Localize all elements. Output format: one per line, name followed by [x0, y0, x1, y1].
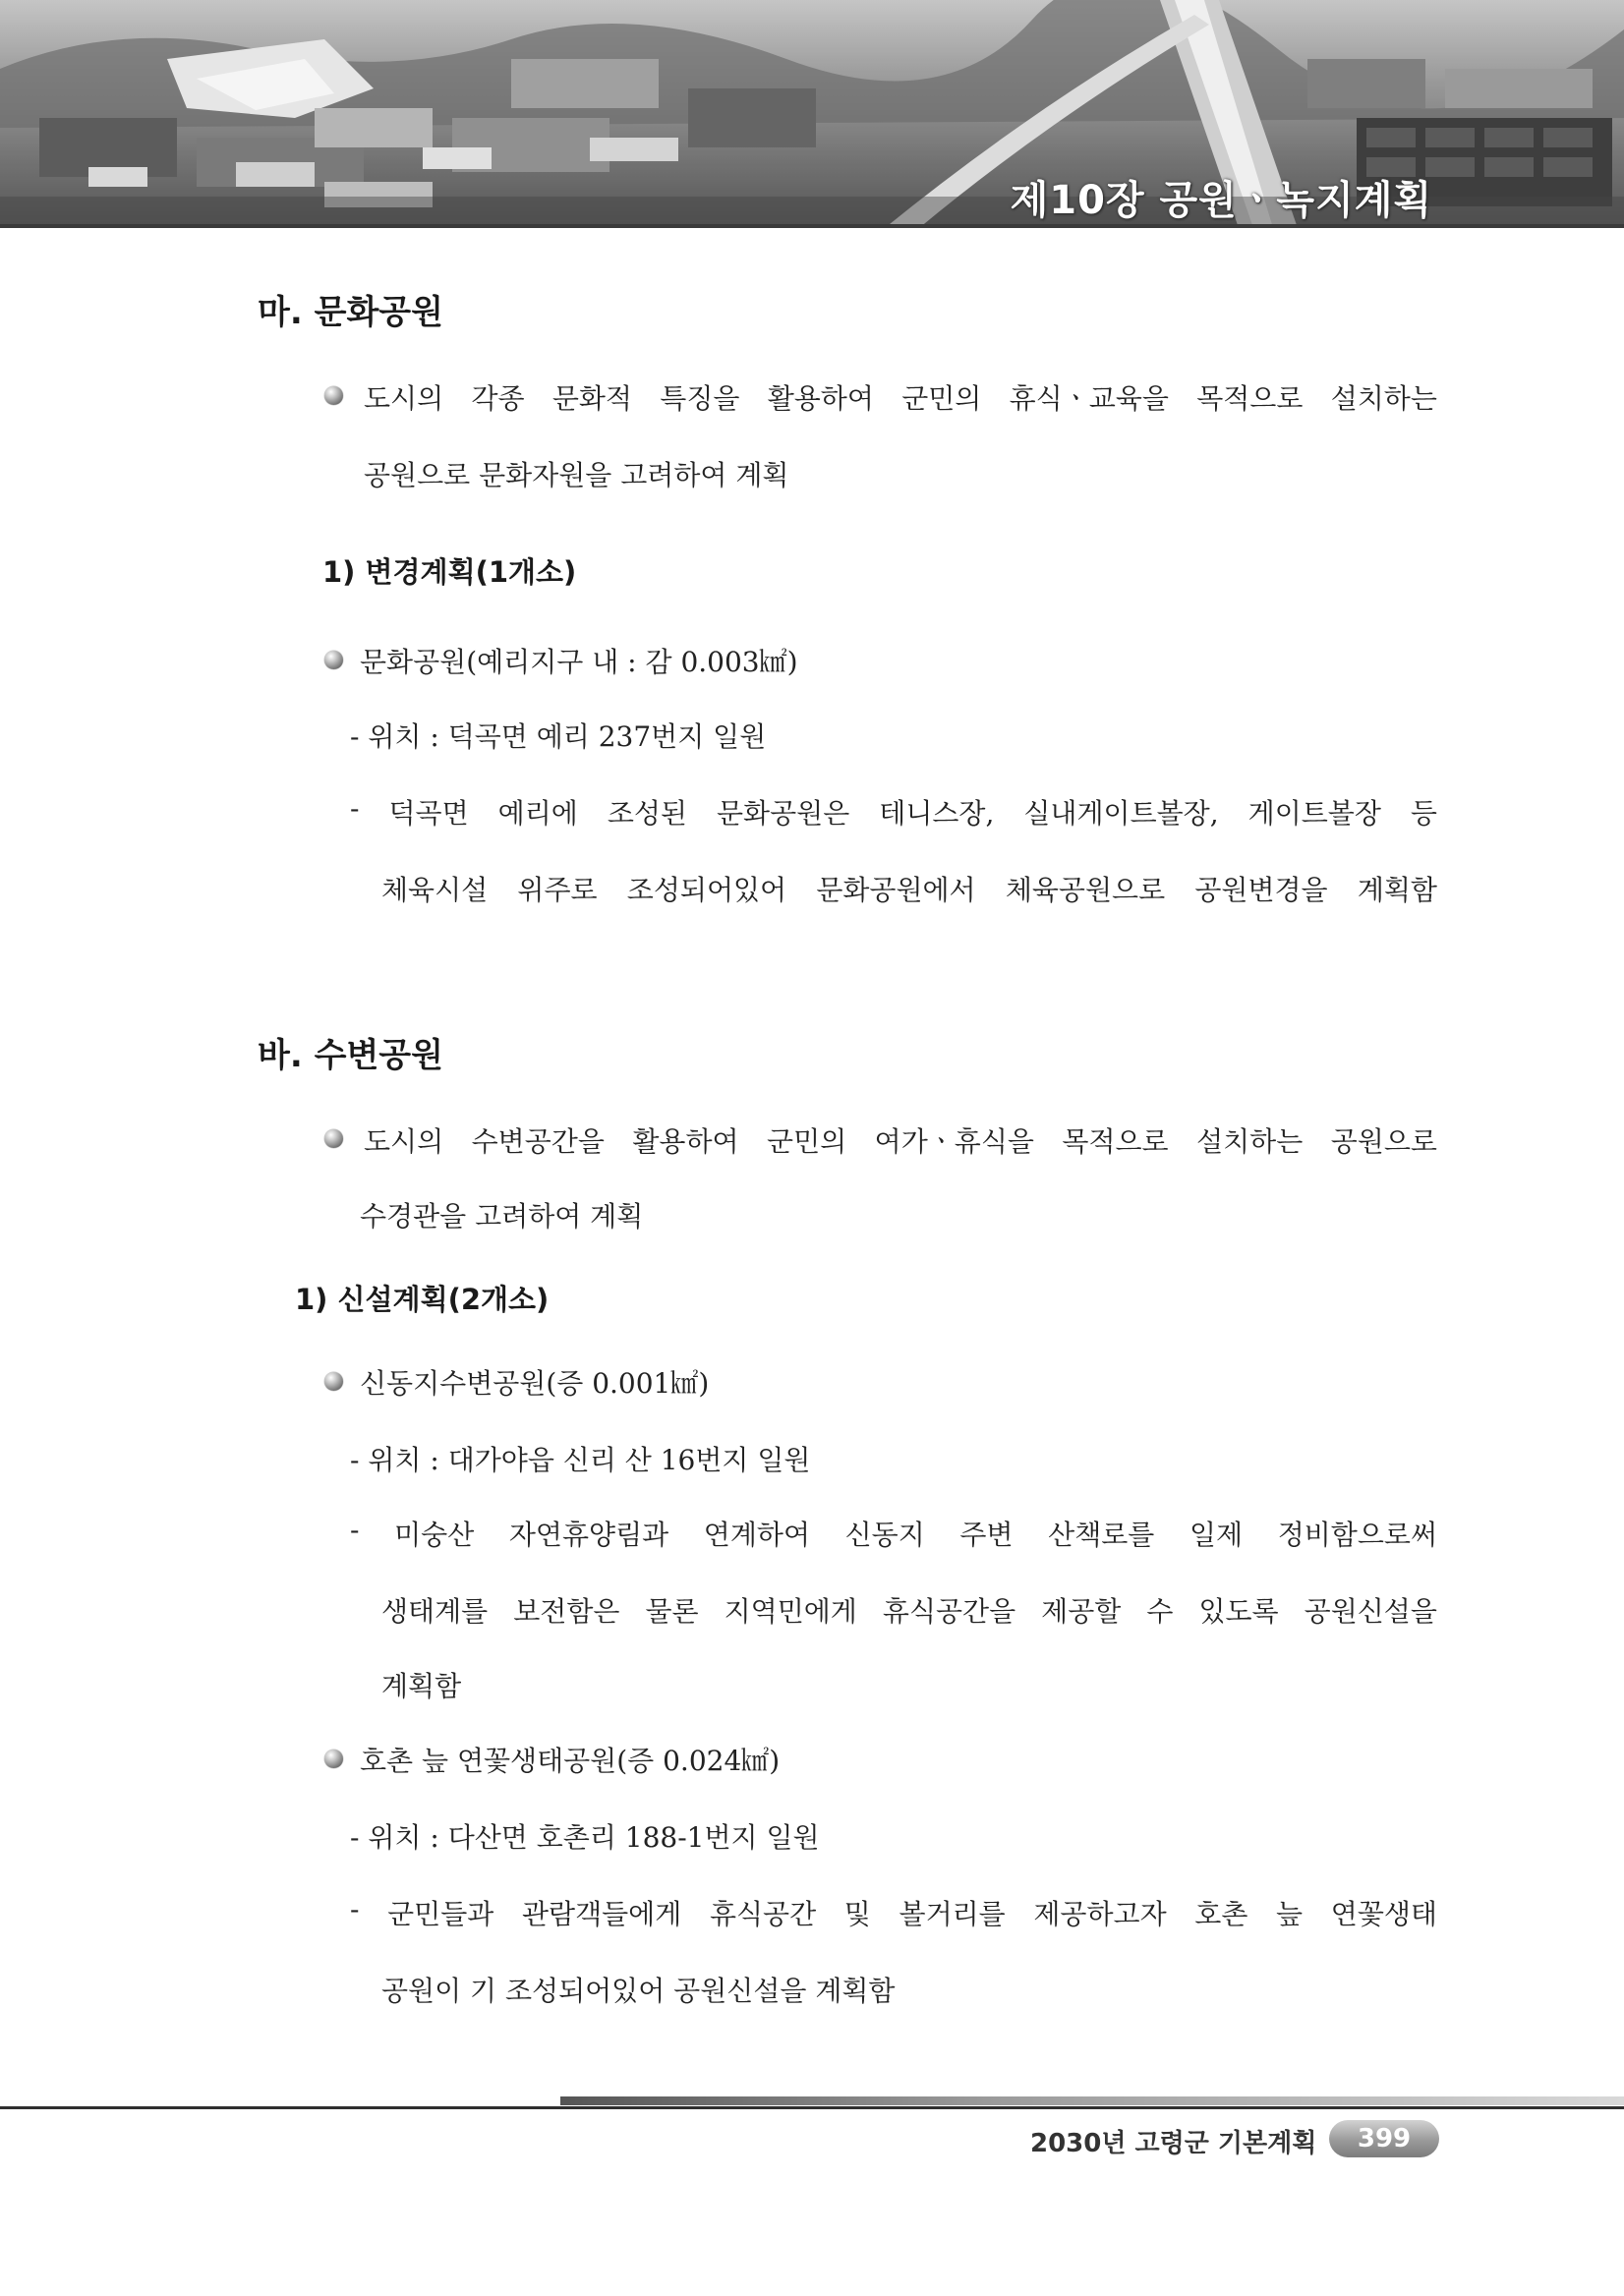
- bullet-icon: [324, 651, 343, 669]
- header-banner: [0, 0, 1624, 228]
- waterfront-sub-heading: 1) 신설계획(2개소): [295, 1283, 550, 1316]
- chapter-title: 제10장 공원ㆍ녹지계획: [1010, 178, 1432, 223]
- bullet-icon: [324, 1129, 343, 1148]
- culture-intro-line2: 공원으로 문화자원을 고려하여 계획: [364, 459, 789, 491]
- hochon-park-location: - 위치 : 다산면 호촌리 188-1번지 일원: [350, 1821, 820, 1854]
- bullet-icon: [324, 1372, 343, 1391]
- footer-rule-gradient: [560, 2096, 1624, 2105]
- sindongji-park-desc-line2: 생태계를 보전함은 물론 지역민에게 휴식공간을 제공할 수 있도록 공원신설을: [381, 1595, 1437, 1628]
- section-heading-waterfront-park: 바. 수변공원: [258, 1036, 443, 1075]
- sindongji-park-title: 신동지수변공원(증 0.001㎢): [360, 1367, 710, 1400]
- bullet-icon: [324, 386, 343, 405]
- sindongji-park-location: - 위치 : 대가야읍 신리 산 16번지 일원: [350, 1444, 811, 1476]
- culture-park-title: 문화공원(예리지구 내 : 감 0.003㎢): [360, 646, 798, 678]
- culture-sub-heading: 1) 변경계획(1개소): [322, 555, 577, 589]
- waterfront-intro-line1: 도시의 수변공간을 활용하여 군민의 여가ㆍ휴식을 목적으로 설치하는 공원으로: [364, 1125, 1437, 1158]
- culture-park-desc-line2: 체육시설 위주로 조성되어있어 문화공원에서 체육공원으로 공원변경을 계획함: [381, 874, 1437, 906]
- sindongji-park-desc-line3: 계획함: [381, 1670, 462, 1702]
- culture-intro-line1: 도시의 각종 문화적 특징을 활용하여 군민의 휴식ㆍ교육을 목적으로 설치하는: [364, 382, 1437, 415]
- page-number-badge: 399: [1329, 2120, 1439, 2157]
- culture-park-desc-line1: - 덕곡면 예리에 조성된 문화공원은 테니스장, 실내게이트볼장, 게이트볼장 등: [350, 792, 1437, 830]
- bullet-icon: [324, 1750, 343, 1768]
- waterfront-intro-line2: 수경관을 고려하여 계획: [360, 1200, 644, 1233]
- hochon-park-title: 호촌 늪 연꽃생태공원(증 0.024㎢): [360, 1745, 781, 1777]
- hochon-park-desc-line2: 공원이 기 조성되어있어 공원신설을 계획함: [381, 1975, 896, 2007]
- footer-rule: [0, 2106, 1624, 2109]
- section-heading-culture-park: 마. 문화공원: [258, 293, 443, 332]
- footer-plan-title: 2030년 고령군 기본계획: [1030, 2129, 1317, 2158]
- sindongji-park-desc-line1: - 미숭산 자연휴양림과 연계하여 신동지 주변 산책로를 일제 정비함으로써: [350, 1514, 1437, 1551]
- hochon-park-desc-line1: - 군민들과 관람객들에게 휴식공간 및 볼거리를 제공하고자 호촌 늪 연꽃생태: [350, 1893, 1437, 1930]
- header-rule: [0, 224, 1624, 228]
- culture-park-location: - 위치 : 덕곡면 예리 237번지 일원: [350, 720, 767, 753]
